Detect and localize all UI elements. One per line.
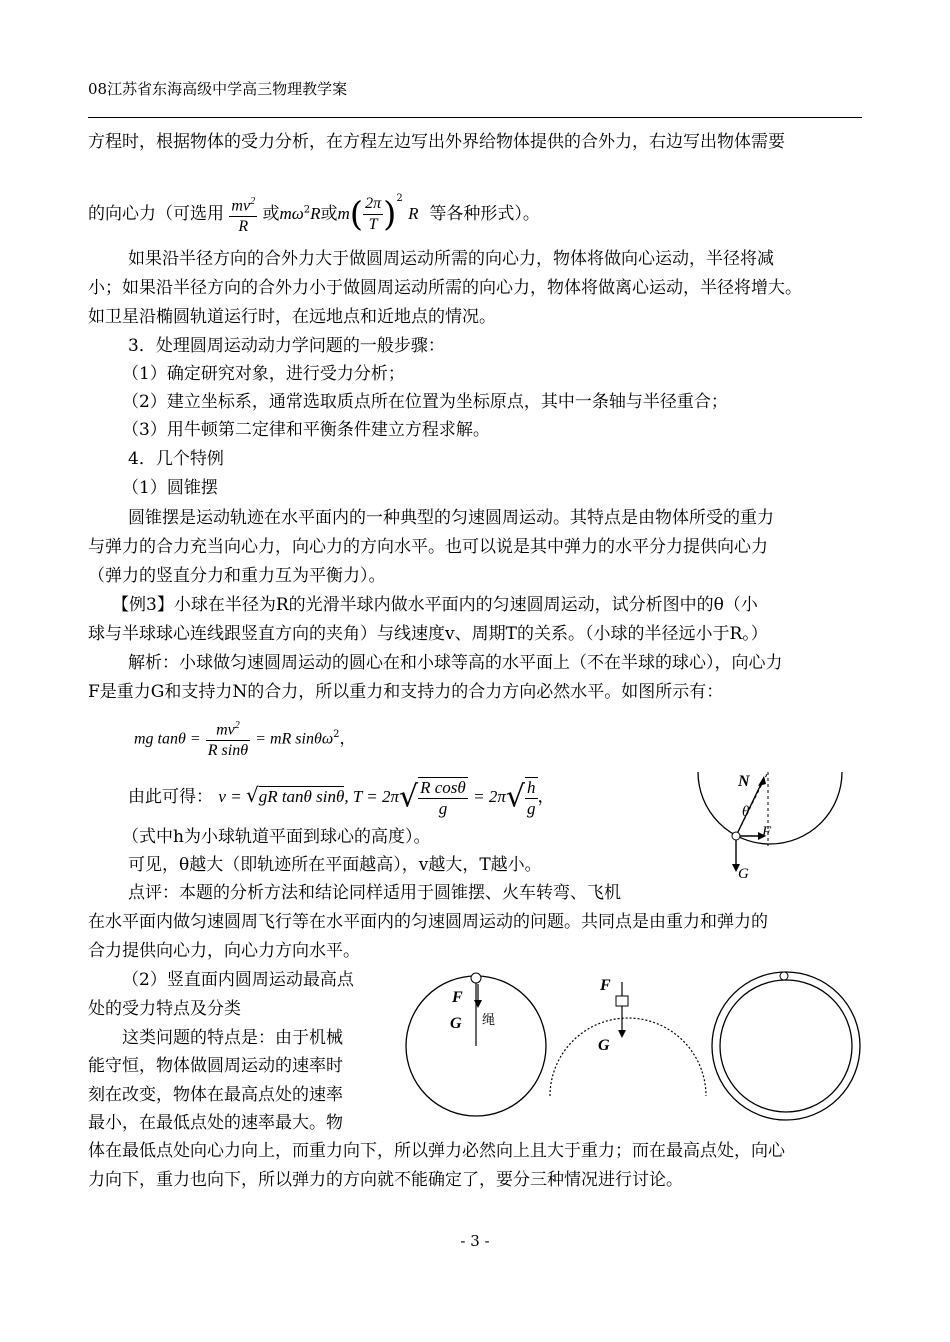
formula-line: 的向心力（可选用 $\frac{mv^2}{R}$ 或$m\omega^2R$或m( $\frac{2\pi}{T}$ )$^2$ R 等各种形式）。 [88, 193, 540, 236]
analysis-line: 解析：小球做匀速圆周运动的圆心在和小球等高的水平面上（不在半球的球心），向心力 [128, 653, 783, 673]
formula-m: m [337, 204, 350, 223]
comment-line: 在水平面内做匀速圆周飞行等在水平面内的匀速圆周运动的问题。共同点是由重力和弹力的 [88, 912, 768, 932]
label-g3: G [598, 1037, 610, 1054]
label-g: G [738, 866, 749, 882]
step-item: （1）确定研究对象，进行受力分析； [122, 364, 405, 384]
paragraph-line: 能守恒，物体做圆周运动的速率时 [88, 1056, 343, 1076]
paragraph-line: （弹力的竖直分力和重力互为平衡力）。 [88, 566, 386, 586]
dome-arc [550, 1018, 706, 1096]
eq-lhs: mg tanθ = [134, 730, 201, 748]
frac-num: mv [231, 197, 251, 215]
page-number: - 3 - [460, 1232, 490, 1250]
label-f2: F [452, 989, 463, 1006]
arrowhead [474, 1000, 482, 1008]
example-line: 【例3】小球在半径为R的光滑半球内做水平面内的匀速圆周运动，试分析图中的θ（小 [112, 595, 758, 615]
ring-inner [720, 980, 852, 1112]
equation-1: mg tanθ = $\frac{mv^2}{\text{R sinθ}}$ = mR sinθω$^2$， [134, 710, 356, 760]
formula-r: R [310, 204, 321, 223]
frac-num: 2π [363, 194, 383, 215]
eq-radicand: gR tanθ sinθ [258, 787, 345, 806]
paragraph-line: 这类问题的特点是：由于机械 [122, 1028, 343, 1048]
paragraph-line: 最小，在最低点处的速率最大。物 [88, 1113, 343, 1133]
label-n: N [738, 773, 750, 790]
subsection-heading: （2）竖直面内圆周运动最高点 [122, 970, 354, 990]
paragraph-line: 如果沿半径方向的合外力大于做圆周运动所需的向心力，物体将做向心运动，半径将减 [128, 249, 774, 269]
paragraph-line: 与弹力的合力充当向心力，向心力的方向水平。也可以说是其中弹力的水平分力提供向心力 [88, 537, 768, 557]
paragraph-text: 等各种形式）。 [429, 204, 540, 224]
eq-fraction [418, 777, 468, 819]
eq-fraction: $\frac{mv^2}{\text{R sinθ}}$ [206, 716, 250, 761]
subsection-heading: （1）圆锥摆 [122, 478, 218, 498]
formula-momega: mω [279, 204, 304, 223]
comment-line: 合力提供向心力，向心力方向水平。 [88, 941, 360, 961]
paragraph-line: 可见，θ越大（即轨迹所在平面越高），v越大，T越小。 [128, 855, 542, 875]
arrowhead [618, 1030, 626, 1038]
label-f: F [762, 824, 772, 840]
arrowhead [758, 776, 766, 786]
paragraph-text: 或 [262, 204, 280, 224]
analysis-line: F是重力G和支持力N的合力，所以重力和支持力的合力方向必然水平。如图所示有： [88, 682, 724, 702]
section-heading: 4．几个特例 [128, 449, 224, 469]
frac-den: T [368, 216, 378, 233]
step-item: （3）用牛顿第二定律和平衡条件建立方程求解。 [122, 420, 490, 440]
section-heading: 3．处理圆周运动动力学问题的一般步骤： [128, 336, 445, 356]
hemisphere-figure [690, 764, 870, 886]
formula-r: R [408, 204, 419, 223]
eq-rhs: = mR sinθω [255, 730, 334, 748]
eq-t: , T = 2π [344, 787, 399, 806]
paragraph-line: 体在最低点处向心力向上，而重力向下，所以弹力必然向上且大于重力；而在最高点处，向心 [88, 1141, 785, 1161]
eq-t2: = 2π [473, 787, 506, 806]
fraction-2pi-over-t [363, 194, 383, 235]
label-g2: G [450, 1015, 462, 1032]
paragraph-line: 方程时，根据物体的受力分析，在方程左边写出外界给物体提供的合外力，右边写出物体需要 [88, 132, 785, 152]
paragraph-line: 刻在改变，物体在最高点处的速率 [88, 1085, 343, 1105]
page-header: 08江苏省东海高级中学高三物理教学案 [88, 80, 348, 98]
frac-num: h [527, 777, 536, 797]
example-line: 球与半球球心连线跟竖直方向的夹角）与线速度v、周期T的关系。（小球的半径远小于R。） [88, 624, 768, 644]
paragraph-line: 小；如果沿半径方向的合外力小于做圆周运动所需的向心力，物体将做离心运动，半径将增大。 [88, 278, 802, 298]
frac-num: R cosθ [420, 777, 466, 797]
fraction-mv2-over-r: $\frac{mv^2}{R}$ [229, 192, 257, 237]
small-ball [732, 832, 740, 840]
header-rule [88, 117, 862, 118]
label-f3: F [600, 977, 611, 994]
ring-outer [712, 972, 860, 1120]
paragraph-text: 或 [320, 204, 338, 224]
step-item: （2）建立坐标系，通常选取质点所在位置为坐标原点，其中一条轴与半径重合； [122, 392, 728, 412]
frac-num: mv [216, 721, 235, 739]
note-line: （式中h为小球轨道平面到球心的高度）。 [122, 827, 431, 847]
ring-ball [780, 972, 788, 980]
frac-den: g [438, 798, 448, 818]
frac-den: R sinθ [207, 742, 249, 760]
eq-fraction [525, 777, 538, 819]
vertical-circle-figures [400, 962, 870, 1128]
frac-den: R [238, 218, 249, 236]
eq-v: v = [218, 787, 246, 806]
rope-ball [471, 973, 481, 983]
paragraph-text: 的向心力（可选用 [88, 204, 224, 224]
eq-end: ， [537, 787, 555, 807]
label-theta: θ [742, 804, 750, 820]
paragraph-line: 如卫星沿椭圆轨道运行时，在远地点和近地点的情况。 [88, 307, 496, 327]
paragraph-text: 由此可得： [128, 787, 213, 807]
frac-den: g [527, 798, 536, 818]
subsection-heading: 处的受力特点及分类 [88, 999, 241, 1019]
eq-end: ， [339, 728, 356, 748]
paragraph-line: 圆锥摆是运动轨迹在水平面内的一种典型的匀速圆周运动。其特点是由物体所受的重力 [128, 508, 774, 528]
equation-2: 由此可得： v = √gR tanθ sinθ, T = 2π√ $\frac{\text{R cosθ}}{g}$ = 2π√ $\frac{h}{g}$ ， [128, 777, 555, 818]
label-rope: 绳 [482, 1012, 496, 1027]
comment-line: 点评：本题的分析方法和结论同样适用于圆锥摆、火车转弯、飞机 [128, 883, 621, 903]
paragraph-line: 力向下，重力也向下，所以弹力的方向就不能确定了，要分三种情况进行讨论。 [88, 1170, 683, 1190]
block [616, 996, 628, 1006]
